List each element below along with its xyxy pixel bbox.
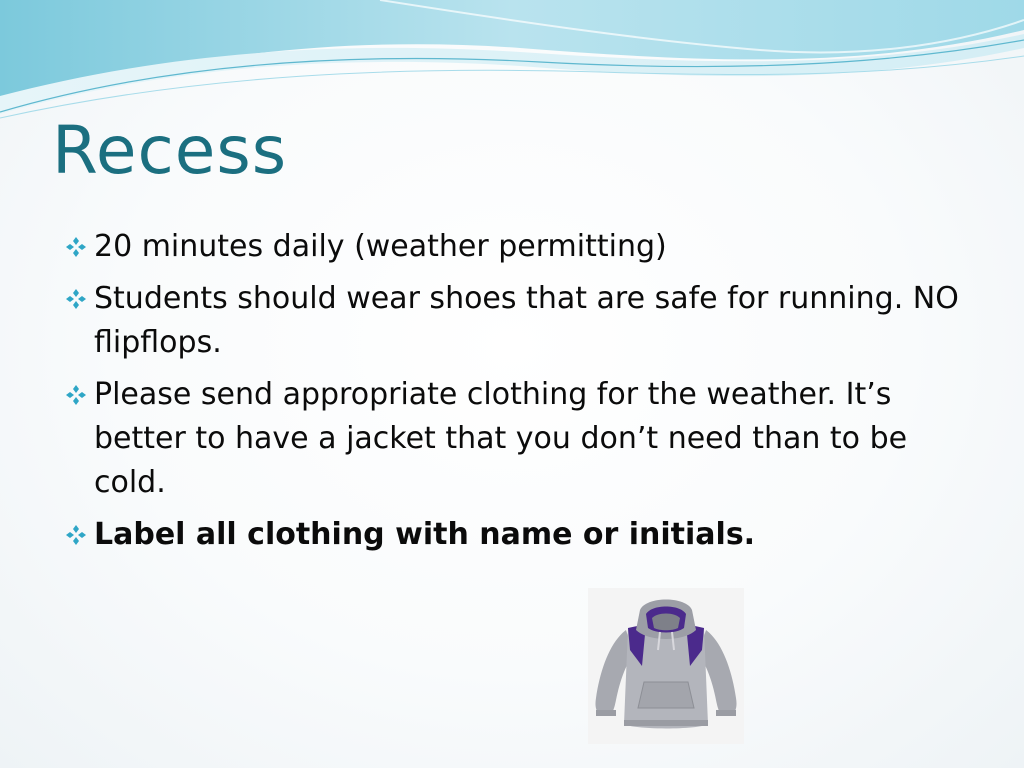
bullet-item-recess-duration	[64, 225, 964, 269]
diamond-bullet-icon	[64, 287, 88, 311]
diamond-bullet-icon	[64, 235, 88, 259]
diamond-bullet-icon	[64, 523, 88, 547]
bullet-item-clothing	[64, 373, 964, 505]
hoodie-icon	[588, 588, 744, 744]
bullet-item-shoes	[64, 277, 964, 365]
bullet-item-label-clothing	[64, 513, 964, 557]
bullet-text: Label all clothing with name or initials.	[94, 517, 756, 552]
bullet-text: Please send appropriate clothing for the weather. It’s better to have a jacket that you don’t need than to be cold.	[94, 377, 908, 500]
slide-title: Recess	[52, 112, 288, 189]
bullet-text: Students should wear shoes that are safe for running. NO flipflops.	[94, 281, 959, 360]
diamond-bullet-icon	[64, 383, 88, 407]
bullet-text: 20 minutes daily (weather permitting)	[94, 229, 667, 264]
bullet-list	[64, 225, 964, 565]
top-wave-decoration	[0, 0, 1024, 130]
